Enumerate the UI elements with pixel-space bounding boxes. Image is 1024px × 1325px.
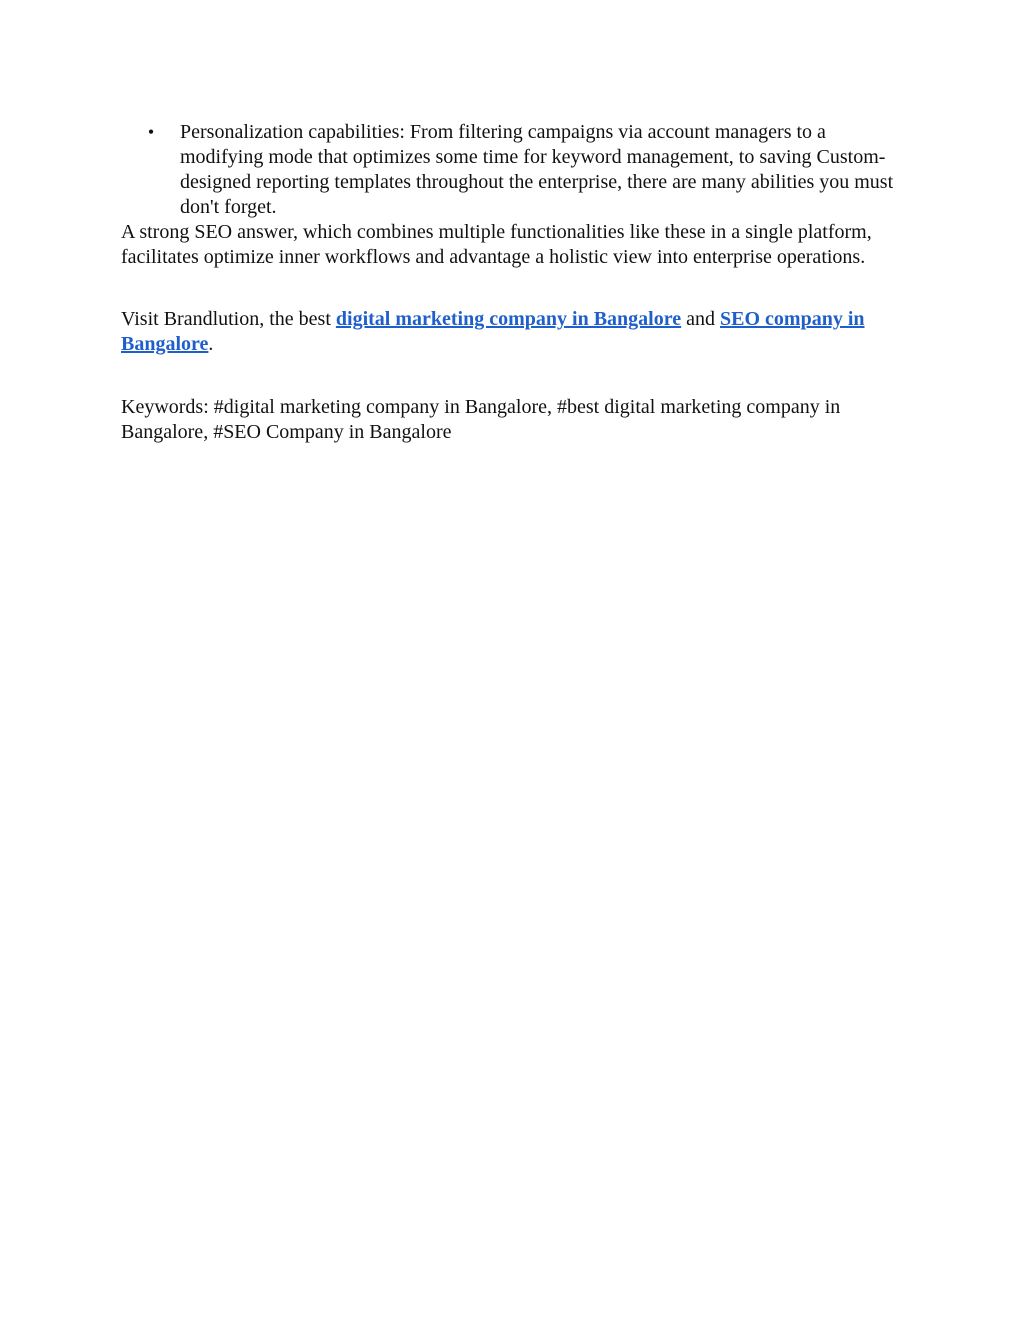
bullet-dot-icon: • [147,122,155,142]
digital-marketing-link[interactable]: digital marketing company in Bangalore [335,308,682,330]
summary-paragraph: A strong SEO answer, which combines multiple functionalities like these in a single platform, facilitates optimize inner workflows and advantage a holistic view into enterprise operations. [121,221,872,268]
visit-paragraph [121,307,911,357]
visit-suffix: . [208,333,214,355]
seo-company-link[interactable]: SEO company in Bangalore [121,308,865,355]
bullet-list [121,120,911,220]
document-body [121,120,911,445]
visit-middle: and [681,308,721,330]
bullet-text: Personalization capabilities: From filtering campaigns via account managers to a modifying mode that optimizes some time for keyword management, to saving Custom-designed reporting templates throughout the enterprise, there are many abilities you must don't forget. [180,121,894,218]
keywords-paragraph: Keywords: #digital marketing company in Bangalore, #best digital marketing company in Bangalore, #SEO Company in Bangalore [121,396,841,443]
visit-prefix: Visit Brandlution, the best [121,308,336,330]
bullet-item-personalization [121,120,911,220]
